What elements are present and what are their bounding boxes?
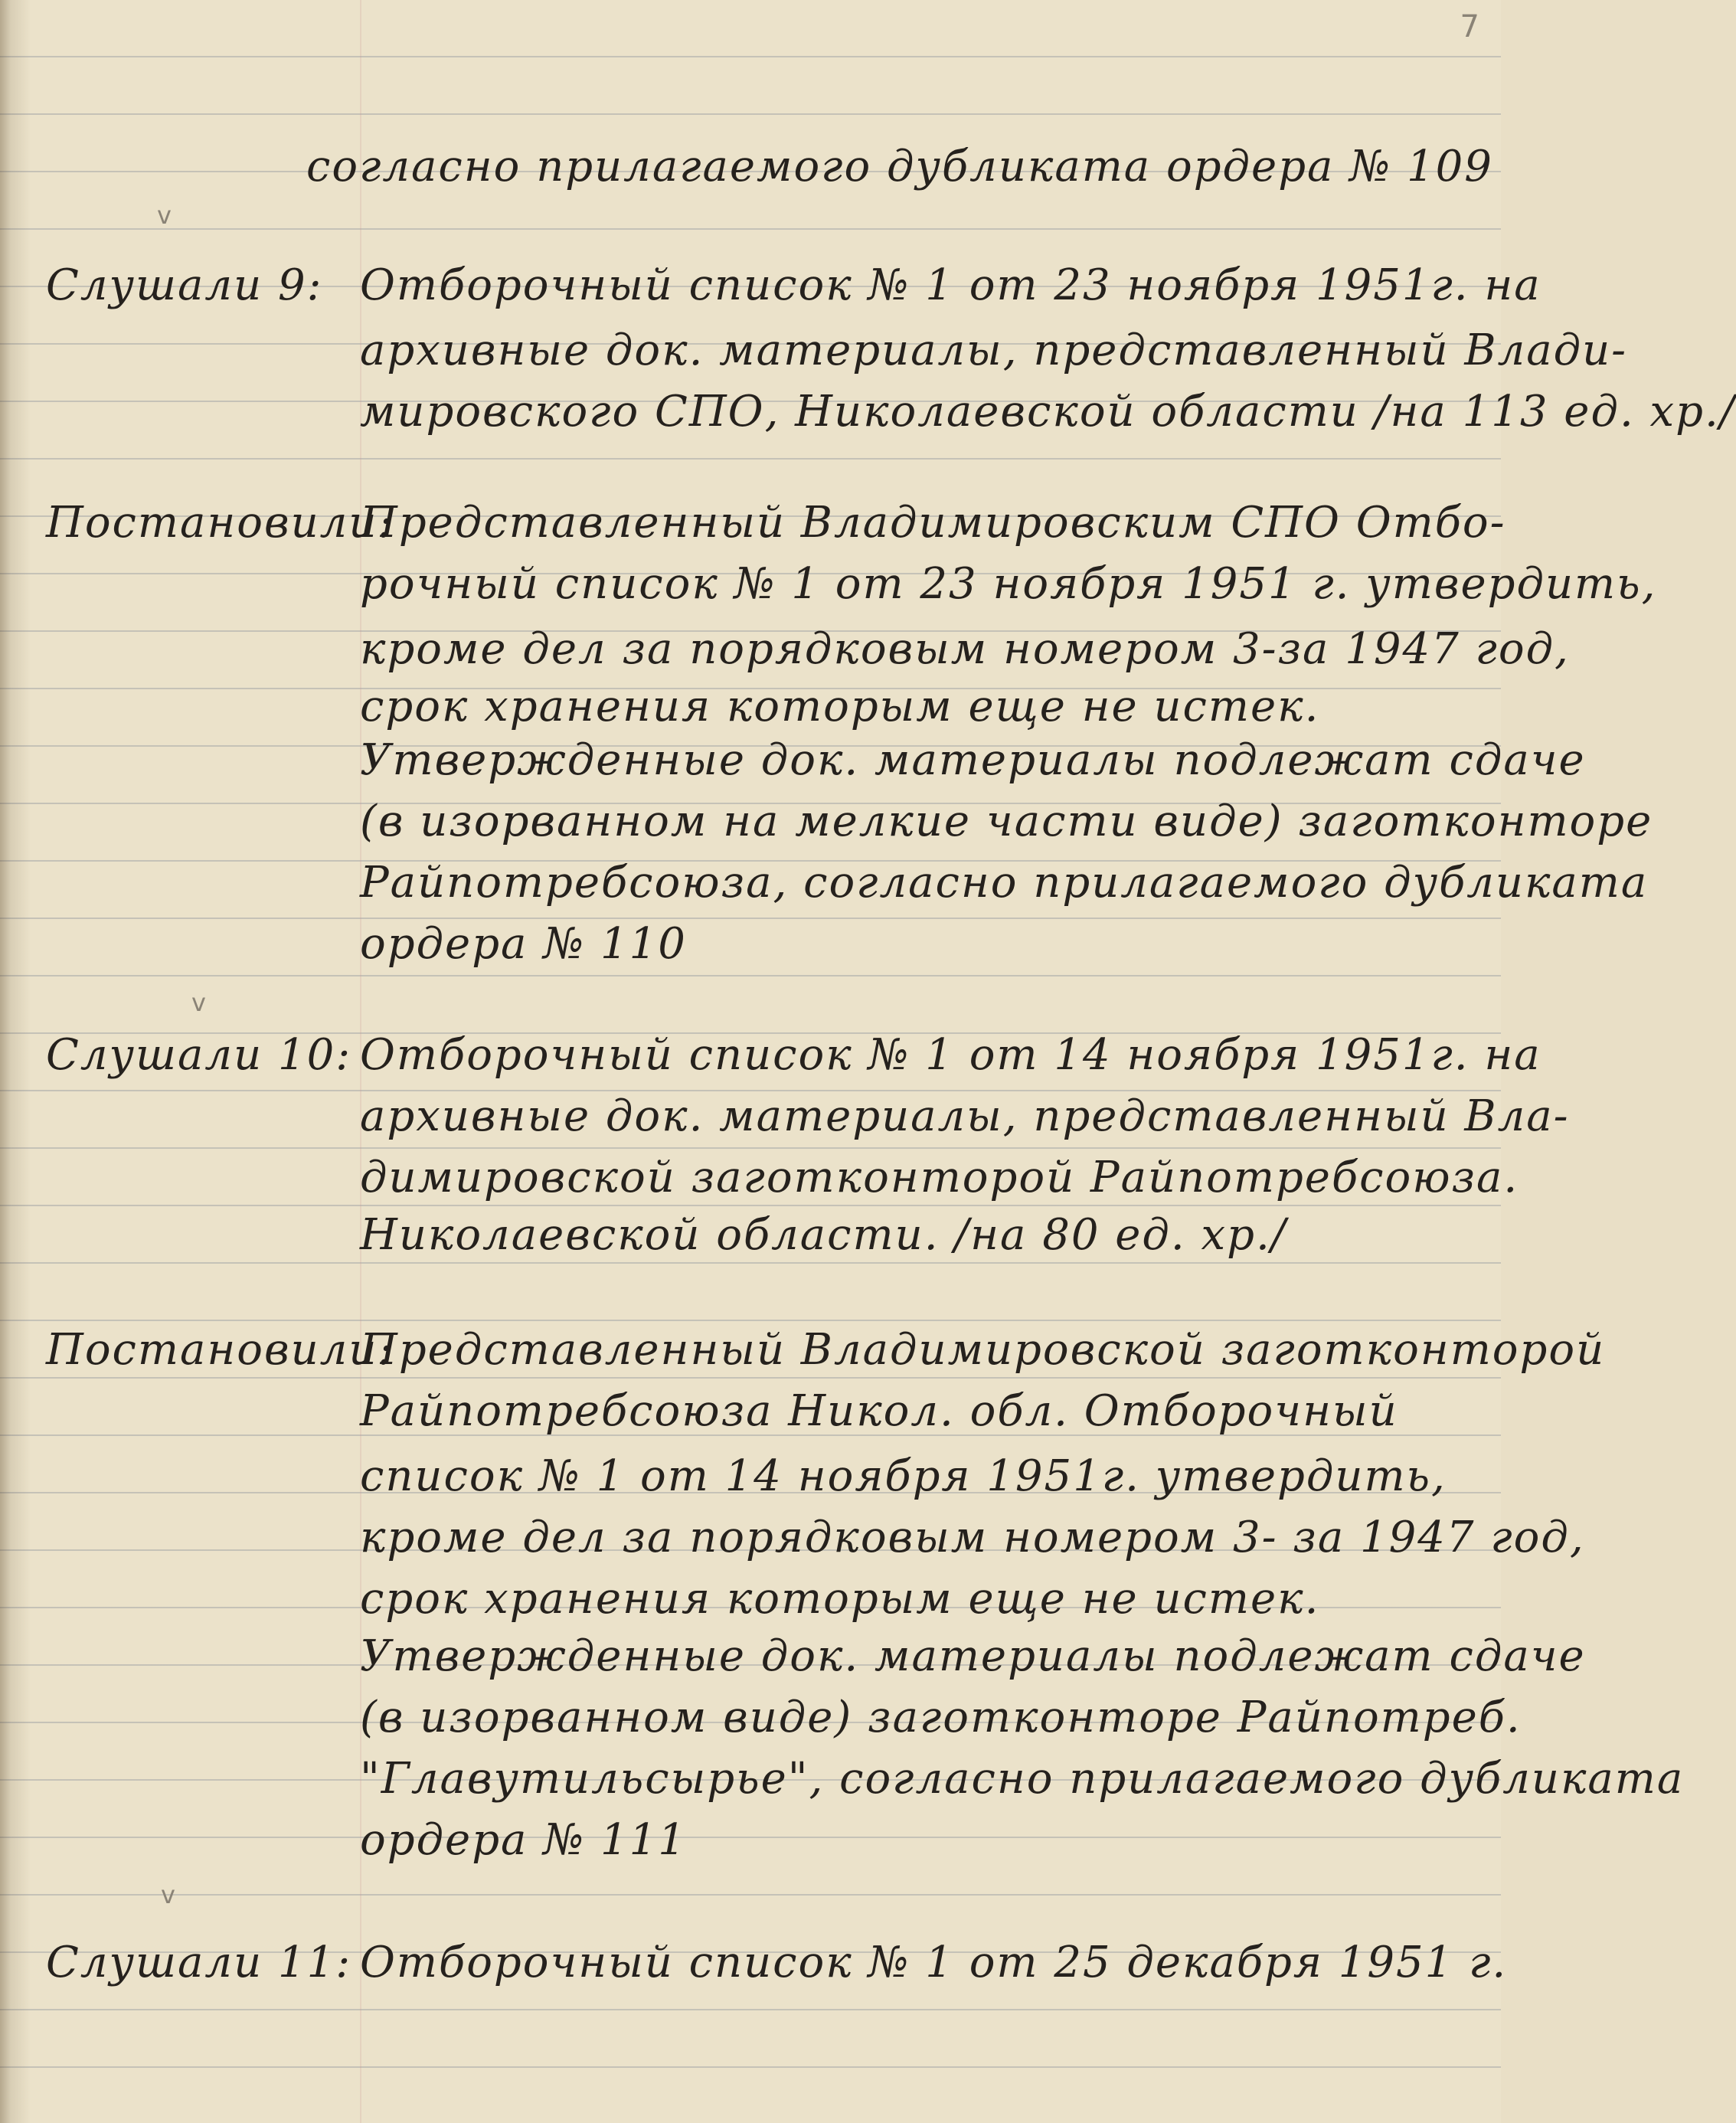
label-resolved-9: Постановили: — [46, 498, 394, 548]
text-line: димировской заготконторой Райпотребсоюза. — [360, 1153, 1519, 1202]
text-line: Райпотребсоюза, согласно прилагаемого дубликата — [360, 858, 1649, 908]
text-line: рочный список № 1 от 23 ноября 1951 г. утвердить, — [360, 559, 1657, 609]
label-resolved-10: Постановили: — [46, 1325, 394, 1375]
text-line: Представленный Владимировской заготконторой — [360, 1325, 1606, 1375]
text-line: ордера № 110 — [360, 919, 687, 969]
text-line: Отборочный список № 1 от 14 ноября 1951г. на — [360, 1030, 1541, 1080]
text-line: ордера № 111 — [360, 1815, 687, 1865]
text-line: Отборочный список № 1 от 25 декабря 1951 г. — [360, 1938, 1508, 1987]
tick-mark: v — [161, 1880, 175, 1909]
text-line: кроме дел за порядковым номером 3- за 1947 год, — [360, 1513, 1585, 1562]
text-line: Утвержденные док. материалы подлежат сдаче — [360, 735, 1586, 785]
text-line: список № 1 от 14 ноября 1951г. утвердить, — [360, 1451, 1447, 1501]
text-line: "Главутильсырье", согласно прилагаемого дубликата — [360, 1754, 1685, 1804]
label-heard-11: Слушали 11: — [46, 1938, 352, 1987]
text-line: Отборочный список № 1 от 23 ноября 1951г. на — [360, 260, 1541, 310]
text-line: Николаевской области. /на 80 ед. хр./ — [360, 1210, 1287, 1260]
text-line-carryover: согласно прилагаемого дубликата ордера № 109 — [306, 142, 1493, 191]
text-line: кроме дел за порядковым номером 3-за 1947 год, — [360, 624, 1570, 674]
text-line: (в изорванном виде) заготконторе Райпотреб. — [360, 1693, 1522, 1742]
text-line: мировского СПО, Николаевской области /на 113 ед. хр./ — [360, 387, 1736, 437]
text-line: Представленный Владимировским СПО Отбо- — [360, 498, 1506, 548]
label-heard-10: Слушали 10: — [46, 1030, 352, 1080]
text-line: срок хранения которым еще не истек. — [360, 682, 1320, 731]
text-line: архивные док. материалы, представленный Вла- — [360, 1091, 1570, 1141]
label-heard-9: Слушали 9: — [46, 260, 323, 310]
text-line: Утвержденные док. материалы подлежат сдаче — [360, 1631, 1586, 1681]
tick-mark: v — [191, 988, 206, 1017]
text-line: (в изорванном на мелкие части виде) заготконторе — [360, 797, 1653, 846]
page-number-mark: 7 — [1460, 9, 1479, 44]
text-line: Райпотребсоюза Никол. обл. Отборочный — [360, 1386, 1398, 1436]
text-line: срок хранения которым еще не истек. — [360, 1574, 1320, 1624]
text-line: архивные док. материалы, представленный Влади- — [360, 325, 1628, 375]
tick-mark: v — [157, 201, 172, 230]
